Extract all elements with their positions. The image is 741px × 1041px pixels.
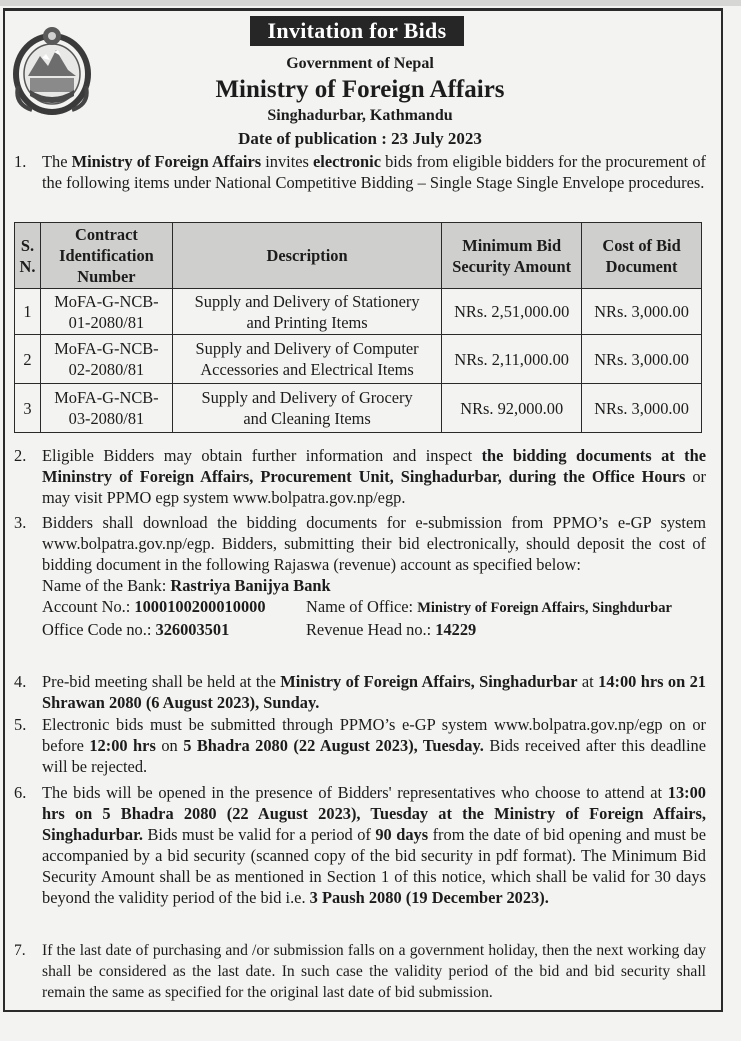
table-row <box>15 289 702 335</box>
text-bold: the bidding documents at the Mininstry of Foreign Affairs, Procurement Unit, Singhadurbar, during the Office Hours <box>42 446 706 486</box>
contract-id-line: 03-2080/81 <box>68 409 145 428</box>
text-bold: 5 Bhadra 2080 (22 August 2023), Tuesday. <box>183 736 484 755</box>
clause-3 <box>14 512 706 640</box>
government-name: Government of Nepal <box>286 55 434 72</box>
text: at <box>577 672 599 691</box>
office-value: Ministry of Foreign Affairs, Singhdurbar <box>417 600 672 616</box>
header-description: Description <box>172 223 441 289</box>
ministry-location: Singhadurbar, Kathmandu <box>267 107 453 124</box>
contract-id-line: 01-2080/81 <box>68 312 145 332</box>
publication-date-value: 23 July 2023 <box>391 129 482 148</box>
description-line: Accessories and Electrical Items <box>200 360 414 379</box>
cell-cost: NRs. 3,000.00 <box>582 289 702 335</box>
nepal-government-emblem <box>12 24 92 116</box>
bank-name-line <box>42 575 706 596</box>
revenue-label: Revenue Head no.: <box>306 620 436 639</box>
text: Bidders shall download the bidding documents for e-submission from PPMO’s e-GP system www.bolpatra.gov.np/egp. Bidders, submitting their bid electronically, should deposit the cost of bidding document in the following Rajaswa (revenue) account as specified below: <box>42 513 706 574</box>
cell-bid-security: NRs. 2,51,000.00 <box>442 289 582 335</box>
header-cost: Cost of Bid Document <box>582 223 702 289</box>
header-bid-security: Minimum Bid Security Amount <box>442 223 582 289</box>
text-bold: Ministry of Foreign Affairs <box>71 152 262 171</box>
clause-2 <box>14 445 706 508</box>
cell-cost: NRs. 3,000.00 <box>582 335 702 384</box>
bid-items-table <box>14 222 702 433</box>
clause-number: 5. <box>14 715 27 734</box>
bank-label: Name of the Bank: <box>42 576 171 595</box>
invitation-banner: Invitation for Bids <box>250 16 464 46</box>
code-line <box>42 619 706 640</box>
cell-description <box>172 289 441 335</box>
text: from the date of bid opening and must be accompanied by a bid security (scanned copy of the bid security in pdf format). The Minimum Bid Security Amount shall be as mentioned in Section 1 of this notice, which shall be valid for 30 days beyond the validity period of the bid i.e. <box>42 825 707 907</box>
cell-contract-id <box>40 289 172 335</box>
cell-bid-security: NRs. 92,000.00 <box>442 384 582 433</box>
text: Eligible Bidders may obtain further information and inspect <box>42 446 482 465</box>
account-line <box>42 596 706 619</box>
header-sn: S. N. <box>15 223 41 289</box>
text-bold: 12:00 hrs <box>89 736 156 755</box>
contract-id-line: MoFA-G-NCB- <box>54 291 159 311</box>
text-bold: 3 Paush 2080 (19 December 2023). <box>309 888 549 907</box>
contract-id-line: MoFA-G-NCB- <box>54 339 159 358</box>
text: invites <box>261 152 314 171</box>
text: Electronic bids must be submitted through PPMO’s e-GP system www.bolpatra.gov.np/egp on or before <box>42 715 706 755</box>
publication-date-label: Date of publication : <box>238 129 387 148</box>
clause-7 <box>14 940 706 1003</box>
text-bold: 14:00 hrs on 21 Shrawan 2080 (6 August 2023), Sunday. <box>42 672 706 712</box>
text: The bids will be opened in the presence of Bidders' representatives who choose to attend at <box>42 783 668 802</box>
cell-cost: NRs. 3,000.00 <box>582 384 702 433</box>
description-line: and Printing Items <box>246 312 368 332</box>
clause-number: 3. <box>14 513 27 532</box>
clause-1 <box>14 151 706 193</box>
account-label: Account No.: <box>42 597 135 616</box>
cell-description <box>172 335 441 384</box>
text: If the last date of purchasing and /or submission falls on a government holiday, then the next working day shall be considered as the last date. In such case the validity period of the bid and bid security shall remain the same as specified for the original last date of bid submission. <box>42 942 706 1001</box>
contract-id-line: 02-2080/81 <box>68 360 145 379</box>
revenue-value: 14229 <box>435 620 477 639</box>
table-row <box>15 384 702 433</box>
text: on <box>155 736 184 755</box>
text: or may visit PPMO egp system www.bolpatra.gov.np/egp. <box>42 467 706 507</box>
text: The <box>42 152 72 171</box>
ministry-title: Ministry of Foreign Affairs <box>215 76 505 103</box>
clause-number: 4. <box>14 672 27 691</box>
office-code-label: Office Code no.: <box>42 620 156 639</box>
bank-value: Rastriya Banijya Bank <box>170 576 331 595</box>
text: Bids must be valid for a period of <box>142 825 376 844</box>
clause-number: 7. <box>14 942 26 959</box>
cell-description <box>172 384 441 433</box>
text: Pre-bid meeting shall be held at the <box>42 672 281 691</box>
account-value: 1000100200010000 <box>134 597 266 616</box>
cell-sn: 1 <box>15 289 41 335</box>
clause-5 <box>14 714 706 777</box>
clause-6 <box>14 782 706 908</box>
office-code-value: 326003501 <box>155 620 230 639</box>
description-line: Supply and Delivery of Stationery <box>194 291 420 311</box>
text: Bids received after this deadline will be rejected. <box>42 736 707 776</box>
table-row <box>15 335 702 384</box>
clause-number: 1. <box>14 152 27 171</box>
description-line: Supply and Delivery of Grocery <box>201 388 413 407</box>
text: bids from eligible bidders for the procurement of the following items under National Competitive Bidding – Single Stage Single Envelope procedures. <box>42 152 706 192</box>
description-line: Supply and Delivery of Computer <box>195 339 419 358</box>
cell-sn: 3 <box>15 384 41 433</box>
office-label: Name of Office: <box>306 597 418 616</box>
scan-edge <box>0 0 741 6</box>
contract-id-line: MoFA-G-NCB- <box>54 388 159 407</box>
text-bold: Ministry of Foreign Affairs, Singhadurbar <box>280 672 578 691</box>
publication-date <box>100 129 620 149</box>
description-line: and Cleaning Items <box>243 409 371 428</box>
cell-contract-id <box>40 384 172 433</box>
clause-number: 2. <box>14 446 27 465</box>
text-bold: 90 days <box>375 825 429 844</box>
cell-contract-id <box>40 335 172 384</box>
cell-sn: 2 <box>15 335 41 384</box>
table-header-row <box>15 223 702 289</box>
text-bold: 13:00 hrs on 5 Bhadra 2080 (22 August 2023), Tuesday at the Ministry of Foreign Affairs, Singhadurbar. <box>42 783 706 844</box>
clause-number: 6. <box>14 783 27 802</box>
header-contract-id: Contract Identification Number <box>40 223 172 289</box>
text-bold: electronic <box>313 152 381 171</box>
clause-4 <box>14 671 706 713</box>
cell-bid-security: NRs. 2,11,000.00 <box>442 335 582 384</box>
